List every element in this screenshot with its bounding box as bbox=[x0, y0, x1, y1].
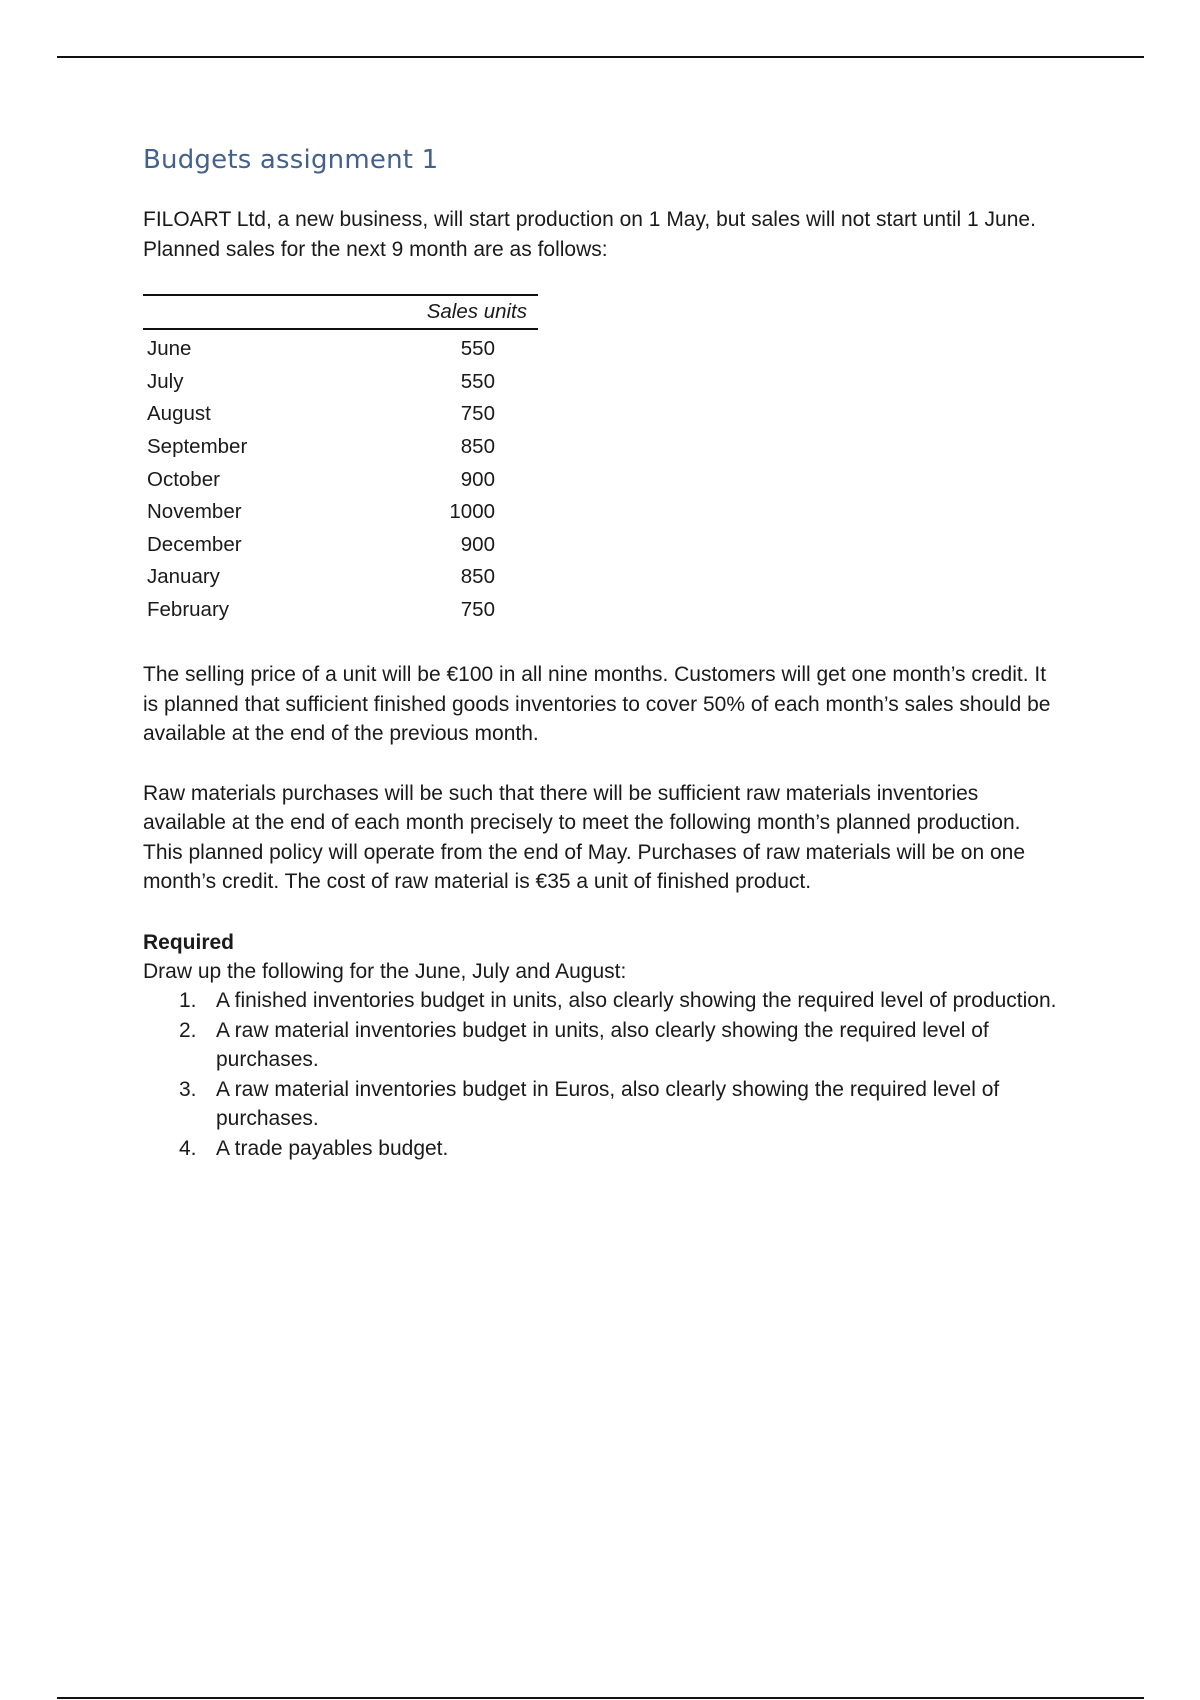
header-rule bbox=[57, 56, 1144, 58]
list-item-number: 4. bbox=[179, 1136, 197, 1160]
list-item bbox=[143, 1016, 1063, 1075]
month-column-header bbox=[143, 295, 338, 329]
units-cell: 850 bbox=[460, 565, 495, 589]
footer-rule bbox=[57, 1697, 1144, 1699]
list-item-text: A raw material inventories budget in units, also clearly showing the required level of purchases. bbox=[216, 1018, 989, 1072]
page-title: Budgets assignment 1 bbox=[143, 145, 439, 175]
list-item-number: 1. bbox=[179, 989, 197, 1013]
selling-price-paragraph: The selling price of a unit will be €100 in all nine months. Customers will get one month’s credit. It is planned that sufficient finished goods inventories to cover 50% of each month’s sales should be available at the end of the previous month. bbox=[143, 663, 1051, 746]
required-intro: Draw up the following for the June, July and August: bbox=[143, 959, 627, 983]
list-item-number: 2. bbox=[179, 1018, 197, 1042]
table-row bbox=[143, 329, 538, 366]
sales-table bbox=[143, 294, 538, 626]
units-cell: 750 bbox=[460, 402, 495, 426]
table-row bbox=[143, 496, 538, 529]
month-cell: December bbox=[147, 532, 242, 556]
month-cell: June bbox=[147, 337, 192, 361]
month-cell: August bbox=[147, 402, 211, 426]
month-cell: July bbox=[147, 369, 184, 393]
month-cell: January bbox=[147, 565, 220, 589]
intro-paragraph: FILOART Ltd, a new business, will start production on 1 May, but sales will not start until 1 June. Planned sales for the next 9 month are as follows: bbox=[143, 208, 1036, 261]
required-heading: Required bbox=[143, 930, 235, 954]
list-item-text: A trade payables budget. bbox=[216, 1136, 449, 1160]
units-cell: 1000 bbox=[449, 500, 495, 524]
list-item-text: A raw material inventories budget in Euros, also clearly showing the required level of purchases. bbox=[216, 1077, 1000, 1131]
raw-materials-paragraph: Raw materials purchases will be such that there will be sufficient raw materials inventories available at the end of each month precisely to meet the following month’s planned production. This planned policy will operate from the end of May. Purchases of raw materials will be on one month’s credit. The cost of raw material is €35 a unit of finished product. bbox=[143, 781, 1026, 894]
month-cell: September bbox=[147, 435, 248, 459]
list-item bbox=[143, 1134, 1063, 1164]
month-cell: February bbox=[147, 598, 230, 622]
table-row bbox=[143, 366, 538, 399]
table-row bbox=[143, 529, 538, 562]
list-item-text: A finished inventories budget in units, also clearly showing the required level of production. bbox=[216, 989, 1057, 1013]
table-row bbox=[143, 431, 538, 464]
units-cell: 850 bbox=[460, 435, 495, 459]
month-cell: October bbox=[147, 467, 220, 491]
units-cell: 900 bbox=[460, 532, 495, 556]
units-cell: 750 bbox=[460, 598, 495, 622]
units-cell: 550 bbox=[460, 369, 495, 393]
table-row bbox=[143, 398, 538, 431]
sales-units-header: Sales units bbox=[338, 295, 538, 329]
list-item bbox=[143, 986, 1063, 1016]
units-cell: 550 bbox=[460, 337, 495, 361]
month-cell: November bbox=[147, 500, 242, 524]
document-body bbox=[143, 142, 1063, 1163]
table-row bbox=[143, 463, 538, 496]
table-header-row bbox=[143, 295, 538, 329]
list-item bbox=[143, 1075, 1063, 1134]
list-item-number: 3. bbox=[179, 1077, 197, 1101]
task-list bbox=[143, 986, 1063, 1163]
table-row bbox=[143, 594, 538, 627]
units-cell: 900 bbox=[460, 467, 495, 491]
table-row bbox=[143, 561, 538, 594]
